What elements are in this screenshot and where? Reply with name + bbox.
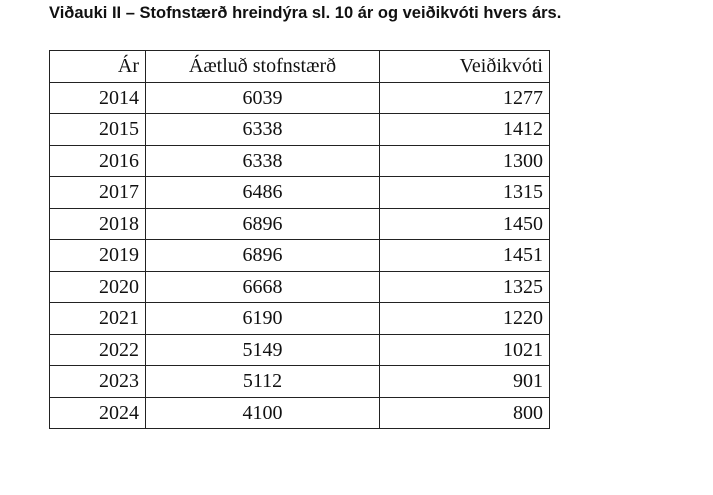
header-hunting-quota: Veiðikvóti — [380, 51, 550, 83]
table-row — [50, 82, 550, 114]
cell-hunting-quota: 1450 — [380, 208, 550, 240]
cell-estimated-stock: 6338 — [146, 114, 380, 146]
table-row — [50, 240, 550, 272]
document-heading: Viðauki II – Stofnstærð hreindýra sl. 10 ár og veiðikvóti hvers árs. — [49, 4, 562, 22]
cell-estimated-stock: 6668 — [146, 271, 380, 303]
cell-hunting-quota: 1315 — [380, 177, 550, 209]
cell-estimated-stock: 6896 — [146, 240, 380, 272]
header-estimated-stock: Áætluð stofnstærð — [146, 51, 380, 83]
data-table — [49, 50, 550, 429]
cell-hunting-quota: 1300 — [380, 145, 550, 177]
cell-year: 2024 — [50, 397, 146, 429]
cell-year: 2016 — [50, 145, 146, 177]
cell-estimated-stock: 6039 — [146, 82, 380, 114]
table-row — [50, 114, 550, 146]
cell-estimated-stock: 6338 — [146, 145, 380, 177]
cell-estimated-stock: 5149 — [146, 334, 380, 366]
table-row — [50, 145, 550, 177]
header-year: Ár — [50, 51, 146, 83]
cell-year: 2017 — [50, 177, 146, 209]
table-row — [50, 397, 550, 429]
cell-year: 2020 — [50, 271, 146, 303]
cell-estimated-stock: 6190 — [146, 303, 380, 335]
table-row — [50, 208, 550, 240]
cell-hunting-quota: 1325 — [380, 271, 550, 303]
cell-year: 2023 — [50, 366, 146, 398]
cell-year: 2018 — [50, 208, 146, 240]
cell-year: 2019 — [50, 240, 146, 272]
cell-hunting-quota: 1220 — [380, 303, 550, 335]
cell-hunting-quota: 1277 — [380, 82, 550, 114]
cell-estimated-stock: 6896 — [146, 208, 380, 240]
cell-hunting-quota: 901 — [380, 366, 550, 398]
table-row — [50, 177, 550, 209]
table-row — [50, 334, 550, 366]
cell-year: 2022 — [50, 334, 146, 366]
table-row — [50, 303, 550, 335]
cell-estimated-stock: 6486 — [146, 177, 380, 209]
cell-estimated-stock: 4100 — [146, 397, 380, 429]
cell-year: 2021 — [50, 303, 146, 335]
cell-estimated-stock: 5112 — [146, 366, 380, 398]
cell-year: 2015 — [50, 114, 146, 146]
cell-hunting-quota: 1412 — [380, 114, 550, 146]
cell-hunting-quota: 1021 — [380, 334, 550, 366]
table-header-row — [50, 51, 550, 83]
cell-hunting-quota: 1451 — [380, 240, 550, 272]
cell-hunting-quota: 800 — [380, 397, 550, 429]
cell-year: 2014 — [50, 82, 146, 114]
table-row — [50, 366, 550, 398]
table-row — [50, 271, 550, 303]
